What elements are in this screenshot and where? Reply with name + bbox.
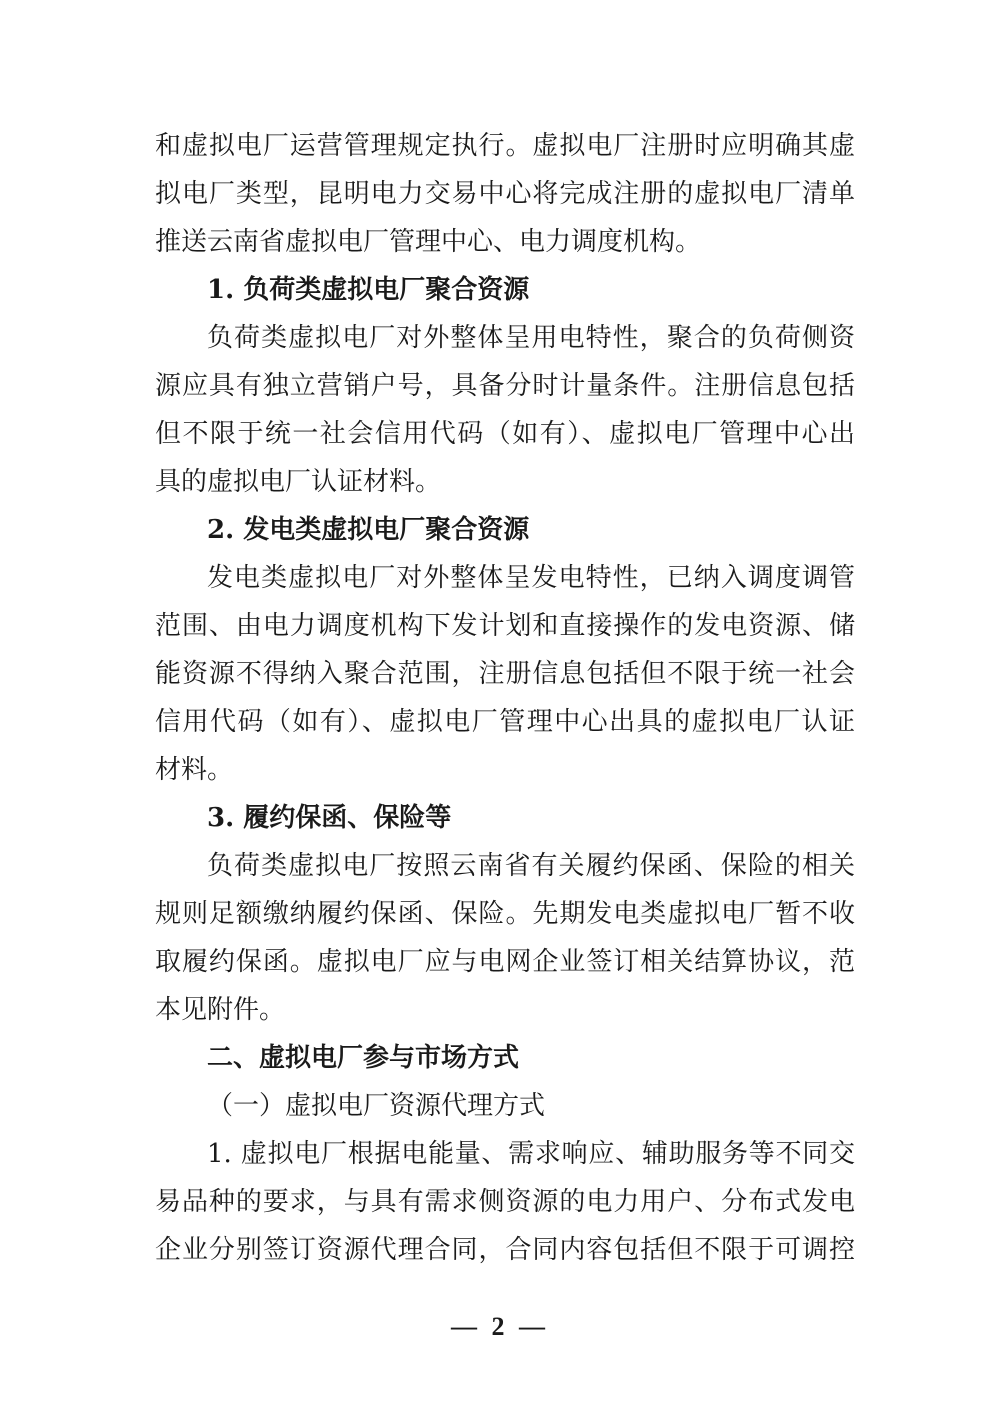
text-line: 推送云南省虚拟电厂管理中心、电力调度机构。 [155, 227, 702, 257]
chapter-heading: 二、虚拟电厂参与市场方式 [207, 1043, 520, 1073]
text-line: 信用代码（如有）、虚拟电厂管理中心出具的虚拟电厂认证 [155, 707, 855, 737]
body-text [155, 122, 855, 1274]
text-line: 具的虚拟电厂认证材料。 [155, 467, 442, 497]
text-line: 源应具有独立营销户号，具备分时计量条件。注册信息包括 [155, 371, 855, 401]
text-line: 易品种的要求，与具有需求侧资源的电力用户、分布式发电 [155, 1187, 855, 1217]
text-line: 企业分别签订资源代理合同，合同内容包括但不限于可调控 [155, 1235, 855, 1265]
page-number: — 2 — [451, 1312, 549, 1341]
text-line: 能资源不得纳入聚合范围，注册信息包括但不限于统一社会 [155, 659, 855, 689]
text-line: 本见附件。 [155, 995, 286, 1025]
text-line: 和虚拟电厂运营管理规定执行。虚拟电厂注册时应明确其虚 [155, 131, 855, 161]
section-heading: 3. 履约保函、保险等 [207, 803, 452, 833]
text-line: 负荷类虚拟电厂按照云南省有关履约保函、保险的相关 [207, 851, 855, 881]
text-line: 范围、由电力调度机构下发计划和直接操作的发电资源、储 [155, 611, 855, 641]
text-line: 取履约保函。虚拟电厂应与电网企业签订相关结算协议，范 [155, 947, 855, 977]
text-line: 发电类虚拟电厂对外整体呈发电特性，已纳入调度调管 [207, 563, 855, 593]
text-line: 1. 虚拟电厂根据电能量、需求响应、辅助服务等不同交 [207, 1139, 855, 1169]
text-line: 材料。 [155, 755, 234, 785]
section-heading: 1. 负荷类虚拟电厂聚合资源 [207, 275, 530, 305]
text-line: 负荷类虚拟电厂对外整体呈用电特性，聚合的负荷侧资 [207, 323, 855, 353]
text-line: 拟电厂类型，昆明电力交易中心将完成注册的虚拟电厂清单 [155, 179, 855, 209]
section-heading: 2. 发电类虚拟电厂聚合资源 [207, 515, 530, 545]
text-line: 但不限于统一社会信用代码（如有）、虚拟电厂管理中心出 [155, 419, 855, 449]
subsection-heading: （一）虚拟电厂资源代理方式 [207, 1091, 546, 1121]
text-line: 规则足额缴纳履约保函、保险。先期发电类虚拟电厂暂不收 [155, 899, 855, 929]
